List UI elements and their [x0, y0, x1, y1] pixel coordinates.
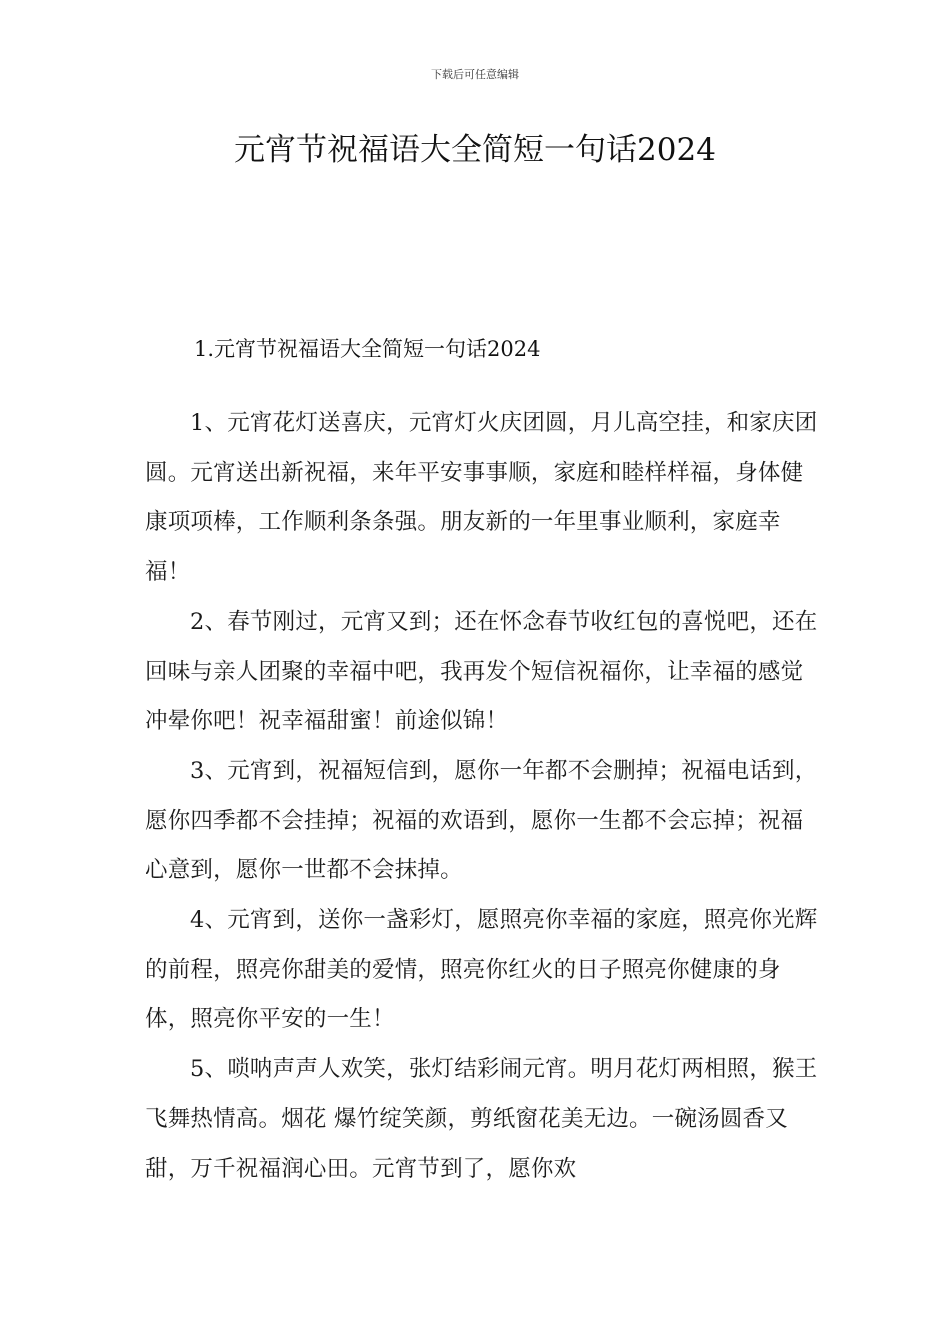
paragraph-3: 3、元宵到，祝福短信到，愿你一年都不会删掉；祝福电话到，愿你四季都不会挂掉；祝福的欢语到，愿你一生都不会忘掉；祝福心意到，愿你一世都不会抹掉。 [145, 757, 818, 884]
section-heading: 1.元宵节祝福语大全简短一句话2024 [194, 337, 541, 361]
paragraph-2: 2、春节刚过，元宵又到；还在怀念春节收红包的喜悦吧，还在回味与亲人团聚的幸福中吧，我再发个短信祝福你，让幸福的感觉冲晕你吧！祝幸福甜蜜！前途似锦！ [145, 608, 818, 735]
paragraph-5: 5、唢呐声声人欢笑，张灯结彩闹元宵。明月花灯两相照，猴王飞舞热情高。烟花 爆竹绽笑颜，剪纸窗花美无边。一碗汤圆香又甜，万千祝福润心田。元宵节到了，愿你欢 [145, 1056, 818, 1182]
body-text [145, 399, 825, 1194]
paragraph-1: 1、元宵花灯送喜庆，元宵灯火庆团圆，月儿高空挂，和家庆团圆。元宵送出新祝福，来年平安事事顺，家庭和睦样样福，身体健康项项棒，工作顺利条条强。朋友新的一年里事业顺利，家庭幸福！ [145, 410, 818, 586]
paragraph-4: 4、元宵到，送你一盏彩灯，愿照亮你幸福的家庭，照亮你光辉的前程，照亮你甜美的爱情，照亮你红火的日子照亮你健康的身体，照亮你平安的一生！ [145, 907, 818, 1033]
page-title: 元宵节祝福语大全简短一句话2024 [234, 132, 716, 168]
header-note: 下载后可任意编辑 [431, 68, 519, 81]
